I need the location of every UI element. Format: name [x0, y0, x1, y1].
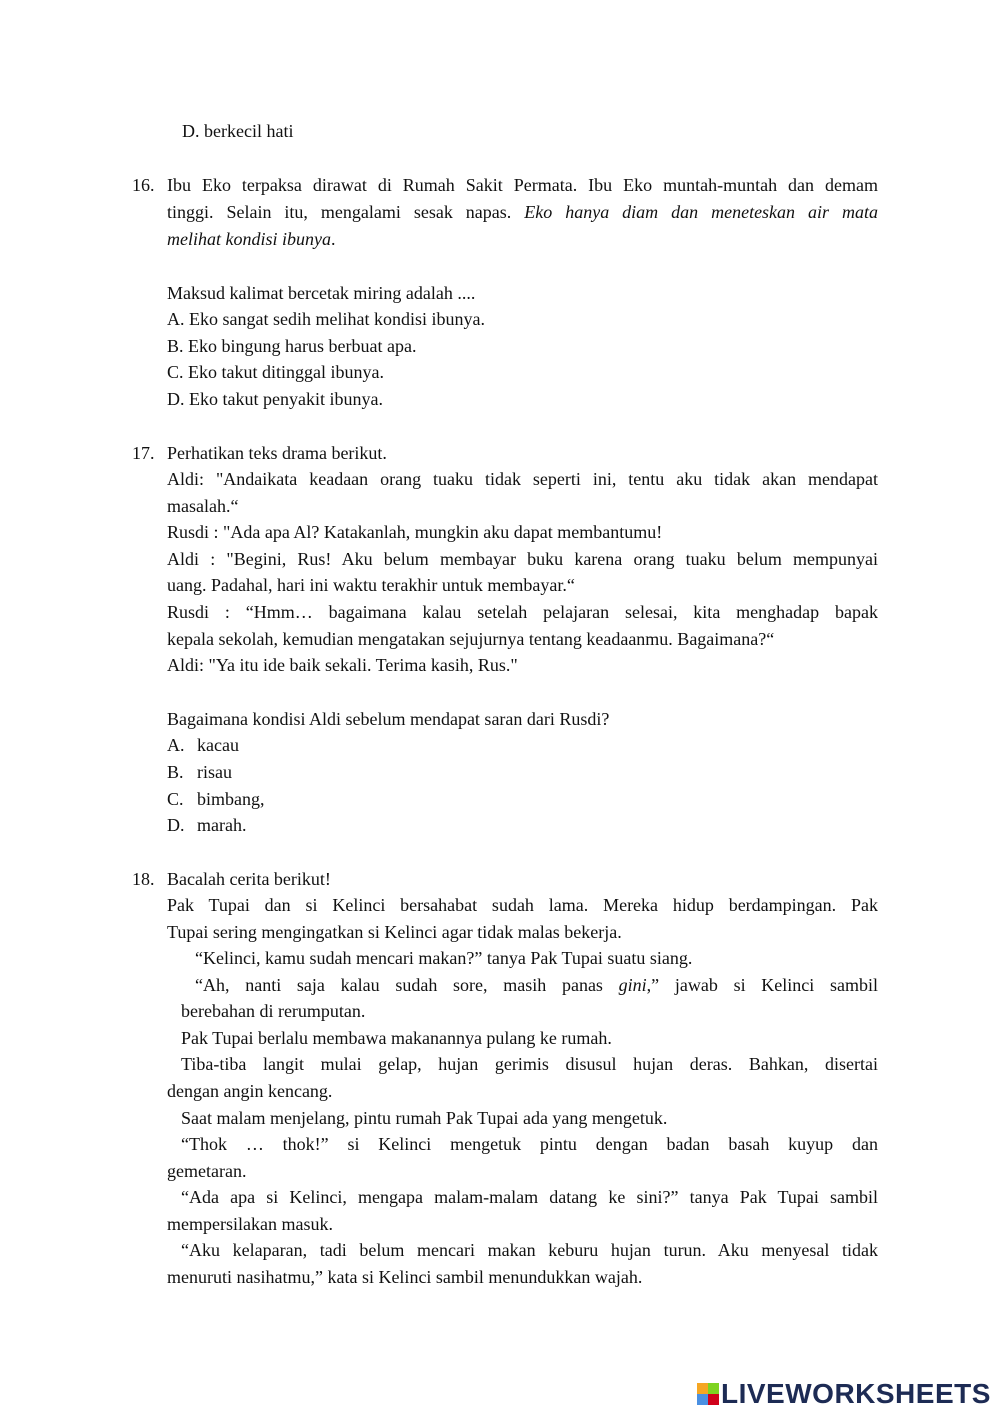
- q17-dialogue-line1: Aldi: "Andaikata keadaan orang tuaku tidak seperti ini, tentu aku tidak akan mendapat: [167, 469, 878, 489]
- q17-option-b-letter: B.: [167, 762, 184, 782]
- q16-option-b: B. Eko bingung harus berbuat apa.: [167, 336, 417, 356]
- q17-option-d-letter: D.: [167, 815, 185, 835]
- q18-story-p9-line2: menuruti nasihatmu,” kata si Kelinci sambil menundukkan wajah.: [167, 1267, 643, 1287]
- q17-dialogue-line8: Aldi: "Ya itu ide baik sekali. Terima kasih, Rus.": [167, 655, 518, 675]
- q16-text-line3: [167, 226, 335, 253]
- q18-story-p7-line1: “Thok … thok!” si Kelinci mengetuk pintu dengan badan basah kuyup dan: [181, 1134, 878, 1154]
- q17-option-d-text: marah.: [197, 815, 247, 835]
- q16-line2-plain: tinggi. Selain itu, mengalami sesak napas.: [167, 202, 512, 222]
- q18-story-p5-line1: Tiba-tiba langit mulai gelap, hujan gerimis disusul hujan deras. Bahkan, disertai: [181, 1054, 878, 1074]
- logo-square-orange: [697, 1383, 708, 1394]
- watermark-text: LIVEWORKSHEETS: [721, 1377, 991, 1409]
- q16-text-line2: [167, 199, 878, 226]
- q18-number: 18.: [132, 869, 155, 889]
- q16-text-line1: Ibu Eko terpaksa dirawat di Rumah Sakit Permata. Ibu Eko muntah-muntah dan demam: [167, 175, 878, 195]
- q17-option-c-text: bimbang,: [197, 789, 265, 809]
- q17-option-b: [167, 759, 232, 786]
- q18-story-p7-line2: gemetaran.: [167, 1161, 247, 1181]
- q18-story-p3-line2: berebahan di rerumputan.: [181, 1001, 366, 1021]
- q17-option-c: [167, 786, 265, 813]
- q17-intro: Perhatikan teks drama berikut.: [167, 443, 387, 463]
- q16-question: Maksud kalimat bercetak miring adalah ....: [167, 283, 476, 303]
- q17-dialogue-line6: Rusdi : “Hmm… bagaimana kalau setelah pelajaran selesai, kita menghadap bapak: [167, 602, 878, 622]
- q18-intro: Bacalah cerita berikut!: [167, 869, 331, 889]
- q17-option-a-letter: A.: [167, 735, 185, 755]
- q17-dialogue-line4: Aldi : "Begini, Rus! Aku belum membayar buku karena orang tuaku belum mempunyai: [167, 549, 878, 569]
- q17-dialogue-line3: Rusdi : "Ada apa Al? Katakanlah, mungkin aku dapat membantumu!: [167, 522, 663, 542]
- q18-story-p2: “Kelinci, kamu sudah mencari makan?” tanya Pak Tupai suatu siang.: [195, 948, 693, 968]
- q16-option-c: C. Eko takut ditinggal ibunya.: [167, 362, 384, 382]
- q16-line2-italic: Eko hanya diam dan meneteskan air mata: [524, 202, 878, 222]
- q17-question: Bagaimana kondisi Aldi sebelum mendapat saran dari Rusdi?: [167, 709, 610, 729]
- q18-story-p8-line1: “Ada apa si Kelinci, mengapa malam-malam datang ke sini?” tanya Pak Tupai sambil: [181, 1187, 878, 1207]
- q16-option-d: D. Eko takut penyakit ibunya.: [167, 389, 383, 409]
- q18-story-p8-line2: mempersilakan masuk.: [167, 1214, 333, 1234]
- q15-option-d: D. berkecil hati: [182, 121, 294, 141]
- q18-story-p3-line1: [195, 972, 878, 999]
- liveworksheets-watermark: [697, 1377, 991, 1411]
- q16-option-a: A. Eko sangat sedih melihat kondisi ibunya.: [167, 309, 485, 329]
- q18-story-p1-line1: Pak Tupai dan si Kelinci bersahabat sudah lama. Mereka hidup berdampingan. Pak: [167, 895, 878, 915]
- q17-option-a: [167, 732, 239, 759]
- q16-number: 16.: [132, 175, 155, 195]
- logo-square-red: [708, 1394, 719, 1405]
- q17-number: 17.: [132, 443, 155, 463]
- q18-p3-b: ,” jawab si Kelinci sambil: [646, 975, 878, 995]
- q18-p3-a: “Ah, nanti saja kalau sudah sore, masih panas: [195, 975, 603, 995]
- q17-option-b-text: risau: [197, 762, 232, 782]
- q16-line3-italic: melihat kondisi ibunya: [167, 229, 331, 249]
- logo-square-green: [708, 1383, 719, 1394]
- q17-dialogue-line7: kepala sekolah, kemudian mengatakan sejujurnya tentang keadaanmu. Bagaimana?“: [167, 629, 775, 649]
- q18-story-p5-line2: dengan angin kencang.: [167, 1081, 333, 1101]
- q17-dialogue-line2: masalah.“: [167, 496, 239, 516]
- q18-p3-italic: gini: [618, 975, 647, 995]
- q17-option-c-letter: C.: [167, 789, 184, 809]
- q18-story-p4: Pak Tupai berlalu membawa makanannya pulang ke rumah.: [181, 1028, 612, 1048]
- logo-square-blue: [697, 1394, 708, 1405]
- q18-story-p6: Saat malam menjelang, pintu rumah Pak Tupai ada yang mengetuk.: [181, 1108, 668, 1128]
- liveworksheets-logo-icon: [697, 1383, 719, 1405]
- q18-story-p1-line2: Tupai sering mengingatkan si Kelinci agar tidak malas bekerja.: [167, 922, 622, 942]
- q17-option-a-text: kacau: [197, 735, 239, 755]
- q17-option-d: [167, 812, 246, 839]
- q17-dialogue-line5: uang. Padahal, hari ini waktu terakhir untuk membayar.“: [167, 575, 575, 595]
- q18-story-p9-line1: “Aku kelaparan, tadi belum mencari makan keburu hujan turun. Aku menyesal tidak: [181, 1240, 878, 1260]
- q16-line3-end: .: [330, 229, 336, 249]
